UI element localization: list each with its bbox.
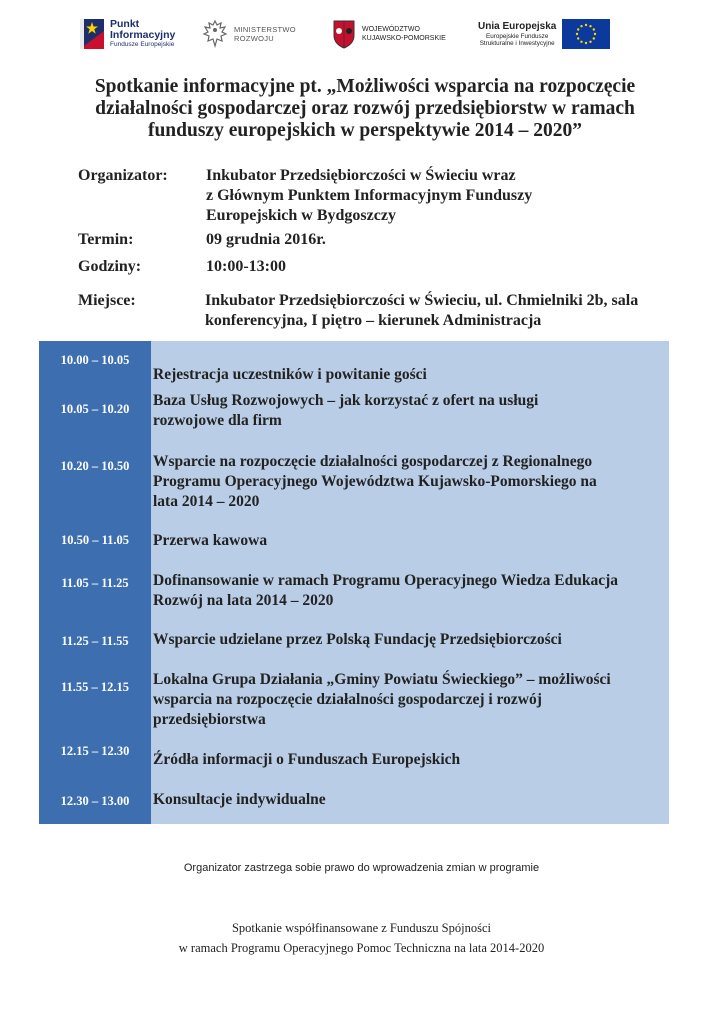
place-label: Miejsce: — [78, 292, 136, 309]
agenda-topic — [153, 790, 665, 810]
hours-value: 10:00-13:00 — [206, 258, 286, 275]
eu-star-icon — [594, 33, 596, 35]
date-label: Termin: — [78, 231, 134, 248]
hours-label: Godziny: — [78, 258, 142, 275]
agenda-time: 10.05 – 10.20 — [60, 402, 130, 416]
agenda-topic — [153, 750, 665, 770]
cofund-line1: Spotkanie współfinansowane z Funduszu Spójności — [231, 921, 491, 935]
organizer-line: z Głównym Punktem Informacyjnym Funduszy — [206, 187, 533, 204]
agenda-topic — [153, 630, 665, 650]
agenda-time: 11.25 – 11.55 — [61, 634, 129, 648]
polish-eagle-icon — [202, 19, 228, 49]
ministerstwo-rozwoju-logo — [202, 14, 296, 54]
agenda-topic — [153, 571, 665, 611]
agenda-topic-line: Dofinansowanie w ramach Programu Operacyjnego Wiedza Edukacja — [153, 572, 618, 589]
pi-logo-line2: Informacyjny — [110, 29, 176, 42]
cofund-line2: w ramach Programu Operacyjnego Pomoc Techniczna na lata 2014-2020 — [178, 941, 545, 955]
cofunding-note — [0, 918, 723, 958]
logos-strip — [0, 14, 723, 54]
kp-logo-line1: WOJEWÓDZTWO — [362, 25, 420, 33]
place-line: Inkubator Przedsiębiorczości w Świeciu, ul. Chmielniki 2b, sala — [205, 292, 639, 309]
pi-logo-line3: Fundusze Europejskie — [110, 41, 175, 49]
title-line3: funduszy europejskich w perspektywie 2014 – 2020” — [147, 120, 583, 141]
eu-star-icon — [590, 25, 592, 27]
organizer-line: Inkubator Przedsiębiorczości w Świeciu wraz — [206, 167, 516, 184]
eu-star-icon — [585, 24, 587, 26]
eu-star-icon — [585, 42, 587, 44]
pi-logo-line1: Punkt — [110, 18, 140, 31]
agenda-topic-line: Wsparcie na rozpoczęcie działalności gospodarczej z Regionalnego — [153, 453, 593, 470]
agenda-topic — [153, 670, 665, 730]
eu-star-icon — [581, 41, 583, 43]
agenda-time: 12.15 – 12.30 — [60, 744, 130, 758]
agenda-topic-line: przedsiębiorstwa — [153, 711, 266, 728]
ue-logo-line1: Unia Europejska — [478, 21, 557, 33]
eu-star-icon — [593, 37, 595, 39]
mr-logo-line2: ROZWOJU — [234, 34, 275, 43]
eu-star-icon — [581, 25, 583, 27]
eu-star-icon — [577, 37, 579, 39]
agenda-table — [39, 341, 669, 824]
agenda-topic-line: Przerwa kawowa — [153, 532, 268, 549]
program-change-disclaimer: Organizator zastrzega sobie prawo do wprowadzenia zmian w programie — [183, 862, 540, 874]
title-line2: działalności gospodarczej oraz rozwój przedsiębiorstw w ramach — [95, 98, 635, 119]
agenda-topic-line: Źródła informacji o Funduszach Europejskich — [153, 751, 461, 768]
eu-flag-icon — [562, 19, 610, 49]
agenda-topic-line: Wsparcie udzielane przez Polską Fundację Przedsiębiorczości — [153, 631, 562, 648]
date-value: 09 grudnia 2016r. — [206, 231, 326, 248]
eu-star-icon — [593, 28, 595, 30]
organizer-value — [206, 166, 532, 226]
agenda-topic-line: Rejestracja uczestników i powitanie gości — [153, 366, 427, 383]
ue-logo-line3: Strukturalne i Inwestycyjne — [479, 39, 555, 47]
mr-logo-line1: MINISTERSTWO — [234, 24, 296, 34]
wojewodztwo-logo — [332, 14, 446, 54]
ue-logo-line2: Europejskie Fundusze — [486, 32, 549, 40]
agenda-topic-line: Lokalna Grupa Działania „Gminy Powiatu Świeckiego” – możliwości — [153, 671, 611, 688]
eu-star-icon — [577, 28, 579, 30]
agenda-topic — [153, 391, 665, 431]
agenda-time: 10.50 – 11.05 — [60, 533, 130, 547]
agenda-topic — [153, 452, 665, 512]
agenda-topic-line: wsparcia na rozpoczęcie działalności gospodarczej i rozwój — [153, 691, 542, 708]
kp-logo-line2: KUJAWSKO-POMORSKIE — [362, 35, 446, 42]
agenda-topic — [153, 531, 665, 551]
agenda-topic-line: Rozwój na lata 2014 – 2020 — [153, 592, 334, 609]
agenda-topic — [153, 365, 665, 385]
punkt-informacyjny-logo — [80, 14, 175, 54]
place-line: konferencyjna, I piętro – kierunek Administracja — [205, 312, 542, 329]
agenda-topic-line: Baza Usług Rozwojowych – jak korzystać z ofert na usługi — [153, 392, 539, 409]
punkt-informacyjny-mark-icon — [80, 19, 104, 49]
agenda-time: 10.20 – 10.50 — [60, 459, 130, 473]
coat-of-arms-icon — [332, 19, 356, 49]
organizer-line: Europejskich w Bydgoszczy — [206, 207, 396, 224]
agenda-time: 11.55 – 12.15 — [60, 680, 130, 694]
agenda-time: 11.05 – 11.25 — [61, 576, 129, 590]
agenda-topic-line: Programu Operacyjnego Województwa Kujawsko-Pomorskiego na — [153, 473, 597, 490]
agenda-topic-line: rozwojowe dla firm — [153, 412, 282, 429]
agenda-topic-line: Konsultacje indywidualne — [153, 791, 326, 808]
agenda-time: 10.00 – 10.05 — [60, 353, 130, 367]
unia-europejska-logo — [478, 14, 610, 54]
organizer-label: Organizator: — [78, 167, 168, 184]
eu-star-icon — [576, 33, 578, 35]
eu-star-icon — [590, 41, 592, 43]
agenda-topic-line: lata 2014 – 2020 — [153, 493, 260, 510]
place-value — [205, 291, 638, 331]
event-title — [60, 76, 670, 142]
title-line1: Spotkanie informacyjne pt. „Możliwości wsparcia na rozpoczęcie — [94, 76, 636, 97]
agenda-time: 12.30 – 13.00 — [60, 794, 130, 808]
